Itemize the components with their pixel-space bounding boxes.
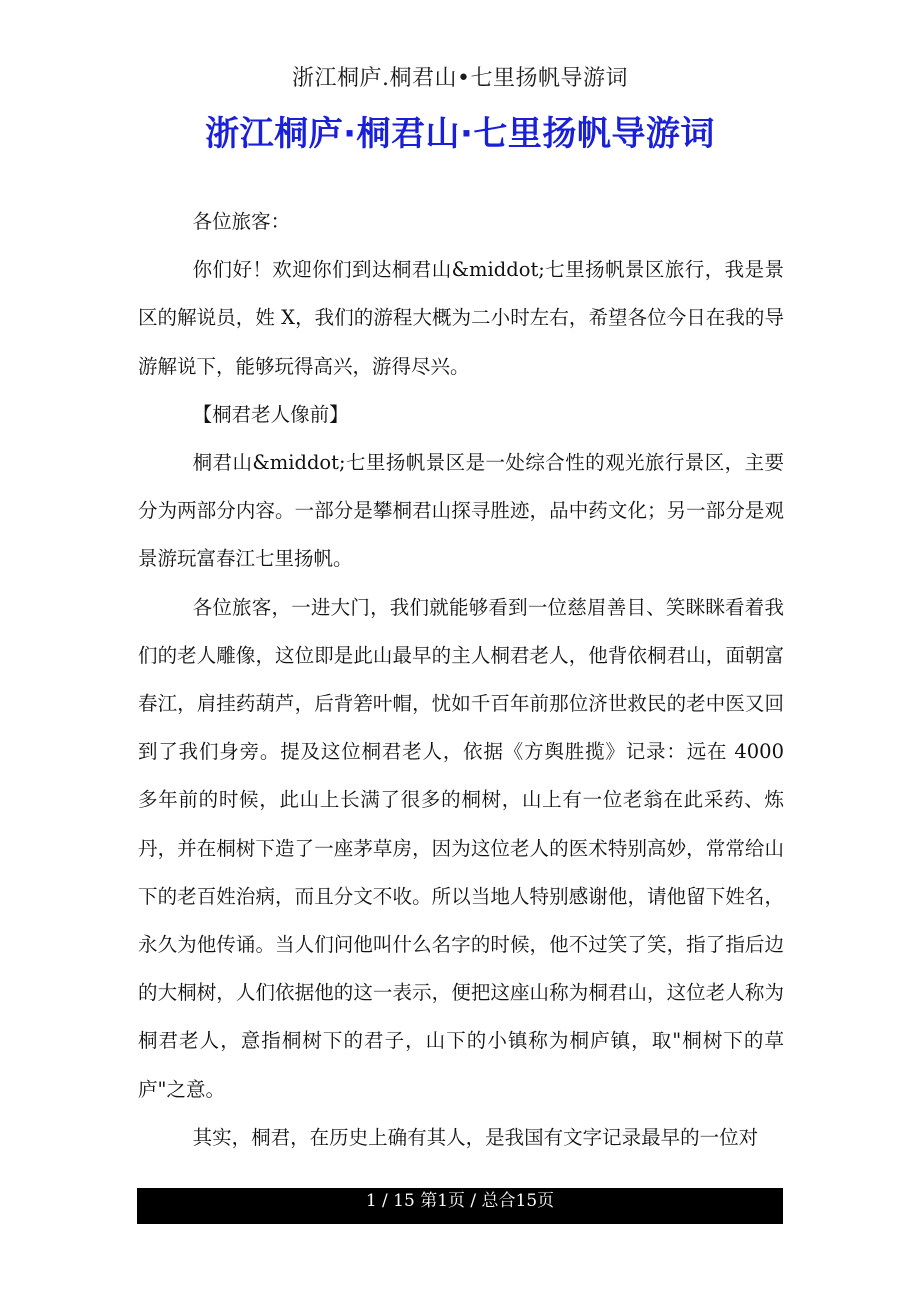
- paragraph-legend: 各位旅客，一进大门，我们就能够看到一位慈眉善目、笑眯眯看着我们的老人雕像，这位即是此山最早的主人桐君老人，他背依桐君山，面朝富春江，肩挂药葫芦，后背箬叶帽，忧如千百年前那位济世救民的老中医又回到了我们身旁。提及这位桐君老人，依据《方舆胜揽》记录：远在 4000 多年前的时候，此山上长满了很多的桐树，山上有一位老翁在此采药、炼丹，并在桐树下造了一座茅草房，因为这位老人的医术特别高妙，常常给山下的老百姓治病，而且分文不收。所以当地人特别感谢他，请他留下姓名，永久为他传诵。当人们问他叫什么名字的时候，他不过笑了笑，指了指后边的大桐树，人们依据他的这一表示，便把这座山称为桐君山，这位老人称为桐君老人，意指桐树下的君子，山下的小镇称为桐庐镇，取"桐树下的草庐"之意。: [138, 595, 784, 1101]
- document-title: 浙江桐庐·桐君山·七里扬帆导游词: [205, 114, 715, 154]
- page-footer: [137, 1188, 783, 1224]
- running-header: 浙江桐庐.桐君山•七里扬帆导游词: [292, 66, 628, 91]
- pagination-text: 1 / 15 第1页 / 总合15页: [365, 1191, 555, 1211]
- paragraph-greeting: 各位旅客：: [192, 210, 291, 233]
- document-body: [138, 198, 784, 1162]
- paragraph-history: 其实，桐君，在历史上确有其人，是我国有文字记录最早的一位对: [192, 1125, 759, 1149]
- paragraph-overview: 桐君山&middot;七里扬帆景区是一处综合性的观光旅行景区，主要分为两部分内容。一部分是攀桐君山探寻胜迹，品中药文化；另一部分是观景游玩富春江七里扬帆。: [138, 451, 784, 571]
- section-heading-statue: 【桐君老人像前】: [192, 402, 349, 426]
- paragraph-welcome: 你们好！欢迎你们到达桐君山&middot;七里扬帆景区旅行，我是景区的解说员，姓 X，我们的游程大概为二小时左右，希望各位今日在我的导游解说下，能够玩得高兴，游得尽兴。: [138, 258, 784, 378]
